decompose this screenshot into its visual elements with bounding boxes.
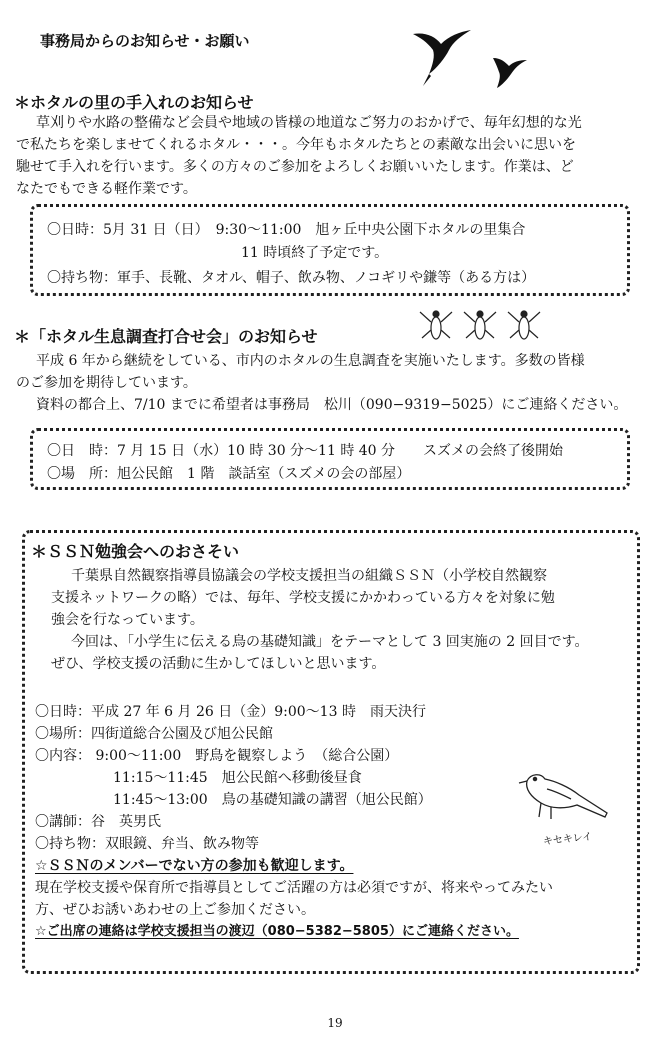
section2-info-box bbox=[30, 428, 630, 490]
section2-paragraph-line: のご参加を期待しています。 bbox=[16, 375, 197, 391]
section3-paragraph-line: ぜひ、学校支援の活動に生かしてほしいと思います。 bbox=[51, 656, 386, 672]
swallow-large-icon bbox=[413, 30, 471, 86]
bird-icon bbox=[519, 775, 607, 819]
section1-items-line: 〇持ち物：軍手、長靴、タオル、帽子、飲み物、ノコギリや鎌等（ある方は） bbox=[47, 270, 536, 286]
section1-paragraph-line: なたでもできる軽作業です。 bbox=[16, 181, 197, 197]
section3-note-line: 現在学校支援や保育所で指導員としてご活躍の方は必須ですが、将来やってみたい bbox=[35, 880, 553, 896]
firefly-icon bbox=[420, 311, 452, 339]
section1-date-line: 〇日時：5月 31 日（日） 9:30〜11:00 旭ヶ丘中央公園下ホタルの里集合 bbox=[47, 222, 526, 238]
section1-paragraph-line: 馳せて手入れを行います。多くの方々のご参加をよろしくお願いいたします。作業は、ど bbox=[16, 159, 574, 175]
section1-end-line: 11 時頃終了予定です。 bbox=[241, 245, 389, 261]
section1-title: ＊ホタルの里の手入れのお知らせ bbox=[14, 93, 254, 112]
section2-paragraph-line: 平成 6 年から継続をしている、市内のホタルの生息調査を実施いたします。多数の皆様 bbox=[36, 353, 585, 369]
section3-contact-line: ☆ご出席の連絡は学校支援担当の渡辺（080−5382−5805）にご連絡ください。 bbox=[35, 924, 519, 939]
section3-paragraph-line: 強会を行なっています。 bbox=[51, 612, 204, 628]
section2-place-line: 〇場 所：旭公民館 1 階 談話室（スズメの会の部屋） bbox=[47, 466, 411, 482]
section1-paragraph bbox=[16, 112, 656, 200]
swallow-illustration bbox=[405, 12, 535, 90]
section3-date-line: 〇日時：平成 27 年 6 月 26 日（金）9:00〜13 時 雨天決行 bbox=[35, 704, 426, 720]
section2-date-line: 〇日 時：7 月 15 日（水）10 時 30 分〜11 時 40 分 スズメの会終了後開始 bbox=[47, 443, 564, 459]
section3-paragraph-line: 千葉県自然観察指導員協議会の学校支援担当の組織ＳＳＮ（小学校自然観察 bbox=[71, 568, 547, 584]
section3-content-line: 〇内容： 9:00〜11:00 野鳥を観察しよう （総合公園） bbox=[35, 748, 399, 764]
section3-box bbox=[22, 530, 640, 974]
section3-content-line: 11:15〜11:45 旭公民館へ移動後昼食 bbox=[113, 770, 362, 786]
section3-content-line: 11:45〜13:00 鳥の基礎知識の講習（旭公民館） bbox=[113, 792, 432, 808]
swallow-small-icon bbox=[493, 58, 527, 88]
section3-paragraph bbox=[51, 565, 631, 675]
bird-caption: キセキレイ bbox=[542, 831, 593, 848]
section3-paragraph-line: 支援ネットワークの略）では、毎年、学校支援にかかわっている方々を対象に勉 bbox=[51, 590, 555, 606]
section2-title: ＊「ホタル生息調査打合せ会」のお知らせ bbox=[14, 327, 318, 346]
section1-paragraph-line: で私たちを楽しませてくれるホタル・・・。今年もホタルたちとの素敵な出会いに思いを bbox=[16, 137, 576, 153]
section3-place-line: 〇場所：四街道総合公園及び旭公民館 bbox=[35, 726, 273, 742]
section3-title: ＊ＳＳＮ勉強会へのおさそい bbox=[31, 542, 240, 561]
section1-paragraph-line: 草刈りや水路の整備など会員や地域の皆様の地道なご努力のおかげで、毎年幻想的な光 bbox=[36, 115, 582, 131]
page-number: 19 bbox=[327, 1016, 343, 1030]
section3-lecturer-line: 〇講師：谷 英男氏 bbox=[35, 814, 161, 830]
fireflies-illustration bbox=[418, 304, 548, 348]
section3-items-line: 〇持ち物：双眼鏡、弁当、飲み物等 bbox=[35, 836, 259, 852]
section2-paragraph bbox=[16, 350, 656, 416]
page-header-title: 事務局からのお知らせ・お願い bbox=[40, 32, 250, 50]
firefly-icon bbox=[508, 311, 540, 339]
section2-paragraph-line: 資料の都合上、7/10 までに希望者は事務局 松川（090−9319−5025）にご連絡ください。 bbox=[36, 397, 628, 413]
section1-info-box bbox=[30, 204, 630, 296]
section3-note-line: 方、ぜひお誘いあわせの上ご参加ください。 bbox=[35, 902, 315, 918]
firefly-icon bbox=[464, 311, 496, 339]
wagtail-bird-illustration bbox=[511, 765, 621, 827]
section3-paragraph-line: 今回は、「小学生に伝える鳥の基礎知識」をテーマとして 3 回実施の 2 回目です。 bbox=[71, 634, 589, 650]
section3-welcome-line: ☆ＳＳＮのメンバーでない方の参加も歓迎します。 bbox=[35, 858, 354, 874]
